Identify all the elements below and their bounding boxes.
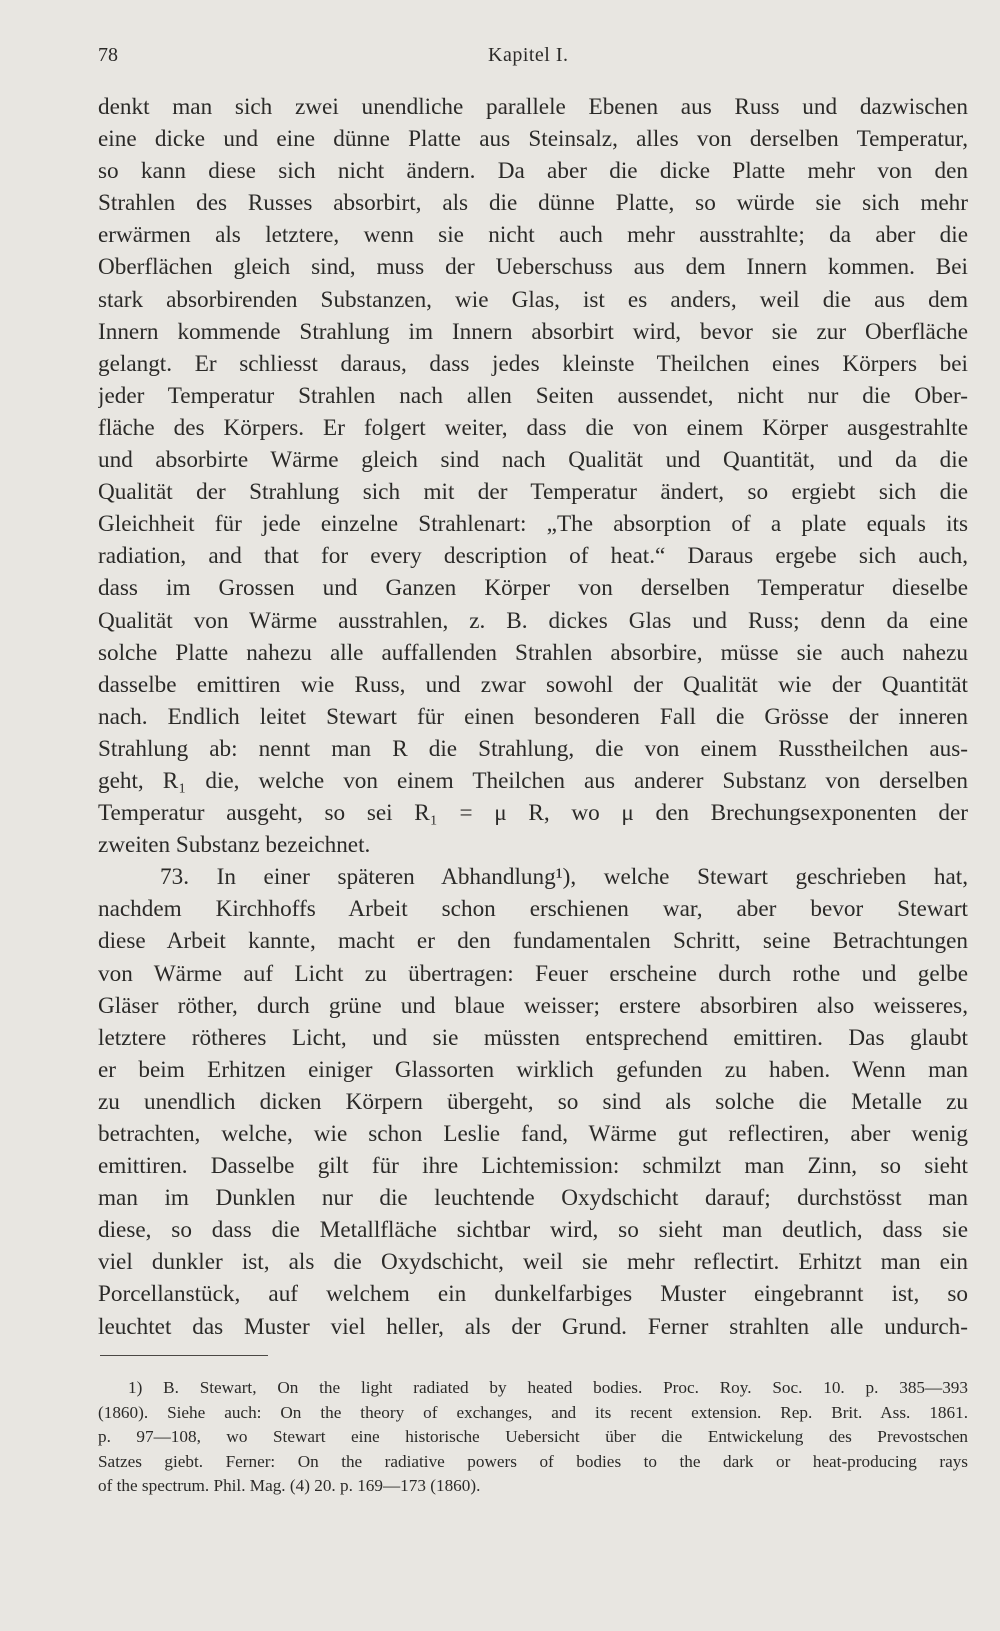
body-line: und absorbirte Wärme gleich sind nach Qualität und Quantität, und da die [98, 447, 968, 474]
body-line: so kann diese sich nicht ändern. Da aber die dicke Platte mehr von den [98, 158, 968, 185]
section-73-first-line: 73. In einer späteren Abhandlung¹), welche Stewart geschrieben hat, [160, 864, 968, 891]
footnote-line: (1860). Siehe auch: On the theory of exchanges, and its recent extension. Rep. Brit. Ass. 1861. [98, 1402, 968, 1422]
body-line: nachdem Kirchhoffs Arbeit schon erschienen war, aber bevor Stewart [98, 896, 968, 923]
body-line: diese Arbeit kannte, macht er den fundamentalen Schritt, seine Betrachtungen [98, 928, 968, 955]
footnote-divider [100, 1355, 268, 1356]
body-line: Innern kommende Strahlung im Innern absorbirt wird, bevor sie zur Oberfläche [98, 318, 968, 345]
body-line: Temperatur ausgeht, so sei R₁ = μ R, wo μ den Brechungsexponenten der [98, 800, 968, 827]
body-text [98, 91, 968, 1343]
body-line: betrachten, welche, wie schon Leslie fand, Wärme gut reflectiren, aber wenig [98, 1121, 968, 1147]
body-line: diese, so dass die Metallfläche sichtbar wird, so sieht man deutlich, dass sie [98, 1217, 968, 1244]
body-line: Oberflächen gleich sind, muss der Ueberschuss aus dem Innern kommen. Bei [98, 254, 968, 281]
body-line: denkt man sich zwei unendliche parallele Ebenen aus Russ und dazwischen [98, 94, 968, 120]
body-line: dasselbe emittiren wie Russ, und zwar sowohl der Qualität wie der Quantität [98, 671, 968, 698]
page-header [98, 44, 968, 74]
body-line: eine dicke und eine dünne Platte aus Steinsalz, alles von derselben Temperatur, [98, 126, 968, 153]
body-line: Qualität von Wärme ausstrahlen, z. B. dickes Glas und Russ; denn da eine [98, 607, 968, 634]
body-line: er beim Erhitzen einiger Glassorten wirklich gefunden zu haben. Wenn man [98, 1056, 968, 1083]
body-line: man im Dunklen nur die leuchtende Oxydschicht darauf; durchstösst man [98, 1185, 968, 1212]
body-line: letztere rötheres Licht, und sie müssten entsprechend emittiren. Das glaubt [98, 1024, 968, 1051]
body-line: stark absorbirenden Substanzen, wie Glas, ist es anders, weil die aus dem [98, 286, 968, 313]
body-line: von Wärme auf Licht zu übertragen: Feuer erscheine durch rothe und gelbe [98, 960, 968, 987]
footnotes [98, 1376, 968, 1499]
body-line: viel dunkler ist, als die Oxydschicht, weil sie mehr reflectirt. Erhitzt man ein [98, 1249, 968, 1276]
footnote-line: Satzes giebt. Ferner: On the radiative powers of bodies to the dark or heat-producing rays [98, 1451, 968, 1471]
body-line: geht, R₁ die, welche von einem Theilchen aus anderer Substanz von derselben [98, 767, 968, 794]
body-line: Strahlung ab: nennt man R die Strahlung, die von einem Russtheilchen aus- [98, 735, 968, 762]
body-line: Strahlen des Russes absorbirt, als die dünne Platte, so würde sie sich mehr [98, 190, 968, 217]
body-line: fläche des Körpers. Er folgert weiter, dass die von einem Körper ausgestrahlte [98, 414, 968, 441]
body-line: gelangt. Er schliesst daraus, dass jedes kleinste Theilchen eines Körpers bei [98, 350, 968, 377]
body-line: jeder Temperatur Strahlen nach allen Seiten aussendet, nicht nur die Ober- [98, 382, 968, 409]
footnote-line: 1) B. Stewart, On the light radiated by heated bodies. Proc. Roy. Soc. 10. p. 385—393 [128, 1378, 968, 1397]
body-line: emittiren. Dasselbe gilt für ihre Lichtemission: schmilzt man Zinn, so sieht [98, 1153, 968, 1180]
body-line: Porcellanstück, auf welchem ein dunkelfarbiges Muster eingebrannt ist, so [98, 1281, 968, 1308]
footnote-line: p. 97—108, wo Stewart eine historische Uebersicht über die Entwickelung des Prevostschen [98, 1427, 968, 1446]
page-number: 78 [98, 44, 118, 66]
body-line: Qualität der Strahlung sich mit der Temperatur ändert, so ergiebt sich die [98, 479, 968, 506]
footnote-line: of the spectrum. Phil. Mag. (4) 20. p. 169—173 (1860). [98, 1476, 481, 1495]
body-line: solche Platte nahezu alle auffallenden Strahlen absorbire, müsse sie auch nahezu [98, 639, 968, 666]
body-line: zu unendlich dicken Körpern übergeht, so sind als solche die Metalle zu [98, 1088, 968, 1115]
running-head: Kapitel I. [488, 44, 569, 66]
paragraph-end-line: zweiten Substanz bezeichnet. [98, 832, 371, 859]
body-line: nach. Endlich leitet Stewart für einen besonderen Fall die Grösse der inneren [98, 703, 968, 730]
body-line: erwärmen als letztere, wenn sie nicht auch mehr ausstrahlte; da aber die [98, 222, 968, 249]
body-line: dass im Grossen und Ganzen Körper von derselben Temperatur dieselbe [98, 575, 968, 602]
body-line: leuchtet das Muster viel heller, als der Grund. Ferner strahlten alle undurch- [98, 1313, 968, 1340]
body-line: Gläser röther, durch grüne und blaue weisser; erstere absorbiren also weisseres, [98, 992, 968, 1019]
body-line: Gleichheit für jede einzelne Strahlenart: „The absorption of a plate equals its [98, 511, 968, 538]
body-line: radiation, and that for every description of heat.“ Daraus ergebe sich auch, [98, 543, 968, 570]
